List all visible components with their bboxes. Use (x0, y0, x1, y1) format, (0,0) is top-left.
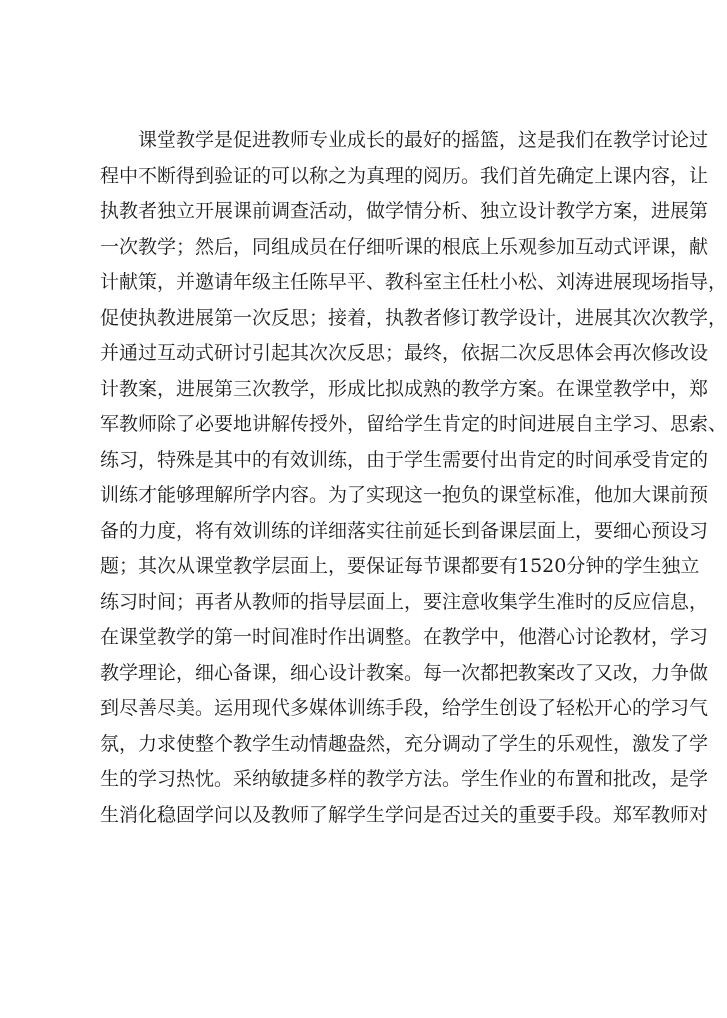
text-line: 程中不断得到验证的可以称之为真理的阅历。我们首先确定上课内容，让 (100, 164, 709, 187)
text-line: 军教师除了必要地讲解传授外，留给学生肯定的时间进展自主学习、思索、 (100, 413, 727, 435)
text-line: 生消化稳固学问以及教师了解学生学问是否过关的重要手段。郑军教师对 (100, 803, 709, 826)
text-line: 执教者独立开展课前调查活动，做学情分析、独立设计教学方案，进展第 (100, 200, 709, 222)
text-line: 练习时间；再者从教师的指导层面上，要注意收集学生准时的反应信息， (100, 590, 709, 613)
text-line: 课堂教学是促进教师专业成长的最好的摇篮，这是我们在教学讨论过 (138, 129, 709, 151)
text-line: 生的学习热忱。采纳敏捷多样的教学方法。学生作业的布置和批改，是学 (100, 768, 709, 790)
text-line: 促使执教进展第一次反思；接着，执教者修订教学设计，进展其次次教学， (100, 306, 727, 329)
text-line: 练习，特殊是其中的有效训练，由于学生需要付出肯定的时间承受肯定的 (100, 448, 709, 471)
text-line: 在课堂教学的第一时间准时作出调整。在教学中，他潜心讨论教材，学习 (100, 626, 709, 648)
body-paragraph (100, 123, 727, 833)
text-line: 计献策，并邀请年级主任陈早平、教科室主任杜小松、刘涛进展现场指导， (100, 271, 727, 293)
text-line: 一次教学；然后，同组成员在仔细听课的根底上乐观参加互动式评课，献 (100, 235, 709, 258)
text-line: 题；其次从课堂教学层面上，要保证每节课都要有1520分钟的学生独立 (100, 555, 700, 577)
text-line: 训练才能够理解所学内容。为了实现这一抱负的课堂标准，他加大课前预 (100, 484, 709, 506)
text-line: 计教案，进展第三次教学，形成比拟成熟的教学方案。在课堂教学中，郑 (100, 377, 709, 400)
text-line: 到尽善尽美。运用现代多媒体训练手段，给学生创设了轻松开心的学习气 (100, 697, 709, 719)
text-line: 氛，力求使整个教学生动情趣盎然，充分调动了学生的乐观性，激发了学 (100, 732, 709, 755)
text-line: 并通过互动式研讨引起其次次反思；最终，依据二次反思体会再次修改设 (100, 342, 709, 364)
text-line: 教学理论，细心备课，细心设计教案。每一次都把教案改了又改，力争做 (100, 661, 709, 684)
text-line: 备的力度，将有效训练的详细落实往前延长到备课层面上，要细心预设习 (100, 519, 709, 542)
